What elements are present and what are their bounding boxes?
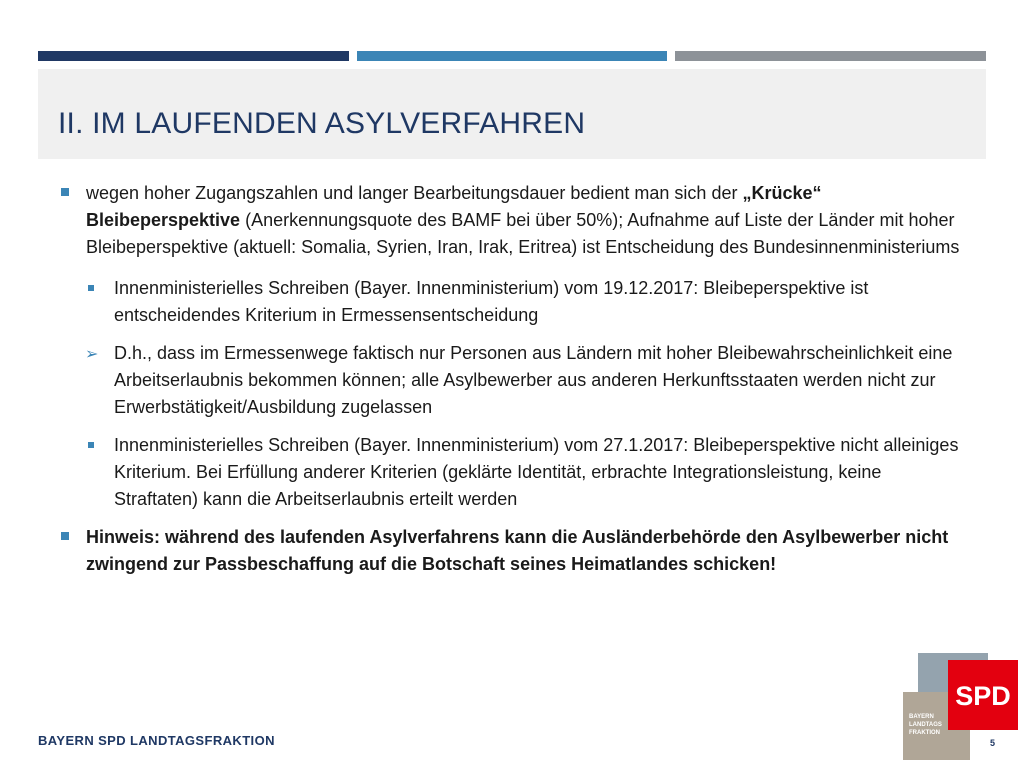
bullet-item-5 [60, 524, 970, 578]
bullet-text: wegen hoher Zugangszahlen und langer Bearbeitungsdauer bedient man sich der [86, 183, 743, 203]
bullet-emphasis: „Krücke“ Bleibeperspektive [86, 183, 822, 230]
logo-subtext [909, 713, 942, 737]
square-bullet-icon [61, 532, 69, 540]
spd-logo [948, 660, 1018, 730]
bullet-item-2 [60, 275, 970, 329]
logo-line-2: LANDTAGS [909, 722, 942, 728]
logo-line-3: FRAKTION [909, 730, 940, 736]
top-bar-gray [675, 51, 986, 61]
bullet-text: D.h., dass im Ermessenwege faktisch nur Personen aus Ländern mit hoher Bleibewahrscheinlichkeit eine Arbeitserlaubnis bekommen können; alle Asylbewerber aus anderen Herkunftsstaaten werden nicht zur Erwerbstätigkeit/Ausbildung zugelassen [114, 343, 953, 417]
top-bar-blue [357, 51, 667, 61]
page-number: 5 [990, 738, 996, 748]
footer-label: BAYERN SPD LANDTAGSFRAKTION [38, 733, 275, 748]
bullet-text-bold: Hinweis: während des laufenden Asylverfahrens kann die Ausländerbehörde den Asylbewerber nicht zwingend zur Passbeschaffung auf die Botschaft seines Heimatlandes schicken! [86, 527, 949, 574]
logo-line-1: BAYERN [909, 714, 934, 720]
top-bar-navy [38, 51, 349, 61]
square-bullet-icon [88, 442, 94, 448]
slide-content [60, 180, 970, 592]
square-bullet-icon [88, 285, 94, 291]
bullet-item-4 [60, 432, 970, 513]
square-bullet-icon [61, 188, 69, 196]
bullet-text: Innenministerielles Schreiben (Bayer. Innenministerium) vom 27.1.2017: Bleibeperspektive nicht alleiniges Kriterium. Bei Erfüllung anderer Kriterien (geklärte Identität, erbrachte Integrationsleistung, keine Straftaten) kann die Arbeitserlaubnis erteilt werden [114, 435, 959, 509]
bullet-item-1 [60, 180, 970, 261]
title-box [38, 69, 986, 159]
bullet-item-3 [60, 340, 970, 421]
arrow-bullet-icon: ➢ [85, 344, 99, 363]
spd-logo-text: SPD [955, 681, 1011, 711]
bullet-text: Innenministerielles Schreiben (Bayer. Innenministerium) vom 19.12.2017: Bleibeperspektive ist entscheidendes Kriterium in Ermessensentscheidung [114, 278, 869, 325]
slide-title: II. IM LAUFENDEN ASYLVERFAHREN [58, 107, 586, 140]
bullet-text: (Anerkennungsquote des BAMF bei über 50%); Aufnahme auf Liste der Länder mit hoher Bleibeperspektive (aktuell: Somalia, Syrien, Iran, Irak, Eritrea) ist Entscheidung des Bundesinnenministeriums [86, 210, 960, 257]
